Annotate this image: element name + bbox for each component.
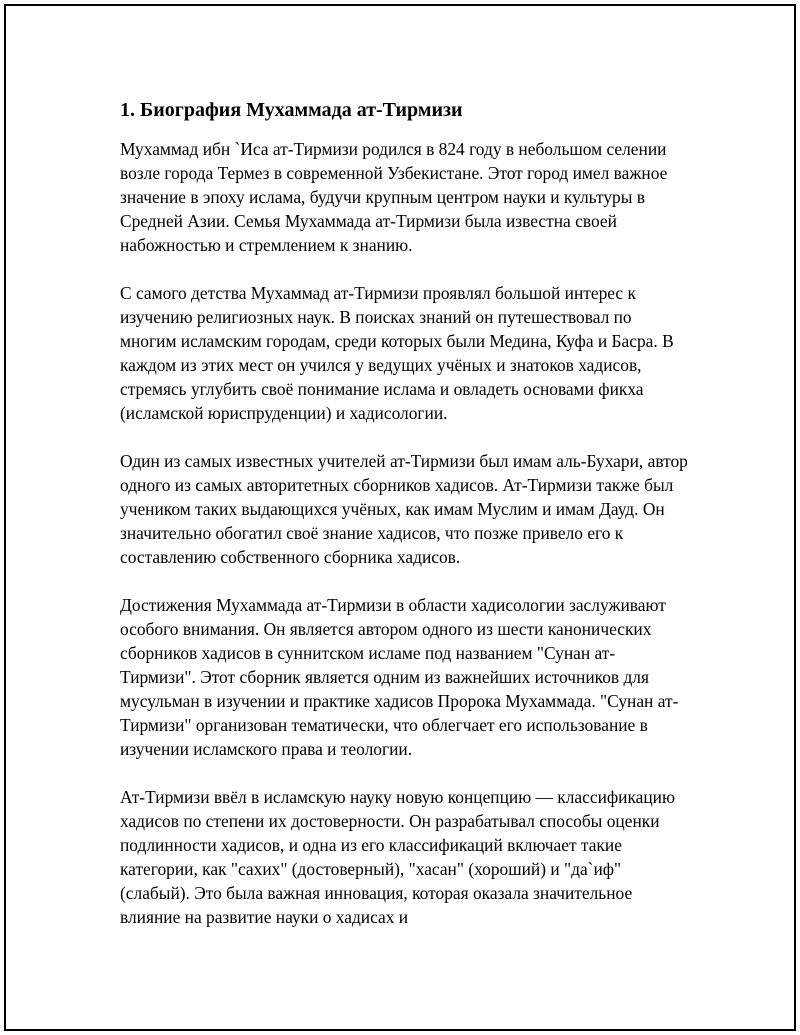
- document-title: 1. Биография Мухаммада ат-Тирмизи: [120, 99, 463, 121]
- paragraph-2: С самого детства Мухаммад ат-Тирмизи проявлял большой интерес к изучению религиозных наук. В поисках знаний он путешествовал по многим исламским городам, среди которых были Медина, Куфа и Басра. В каждом из этих мест он учился у ведущих учёных и знатоков хадисов, стремясь углубить своё понимание ислама и овладеть основами фикха (исламской юриспруденции) и хадисологии.: [120, 283, 674, 423]
- paragraph-4: Достижения Мухаммада ат-Тирмизи в области хадисологии заслуживают особого внимания. Он является автором одного из шести канонических сборников хадисов в суннитском исламе под названием "Сунан ат-Тирмизи". Этот сборник является одним из важнейших источников для мусульман в изучении и практике хадисов Пророка Мухаммада. "Сунан ат-Тирмизи" организован тематически, что облегчает его использование в изучении исламского права и теологии.: [120, 595, 679, 759]
- paragraph-5: Ат-Тирмизи ввёл в исламскую науку новую концепцию — классификацию хадисов по степени их достоверности. Он разрабатывал способы оценки подлинности хадисов, и одна из его классификаций включает такие категории, как "сахих" (достоверный), "хасан" (хороший) и "да`иф" (слабый). Это была важная инновация, которая оказала значительное влияние на развитие науки о хадисах и: [120, 787, 675, 927]
- document-body: [120, 98, 690, 953]
- page-frame: [4, 4, 796, 1031]
- paragraph-3: Один из самых известных учителей ат-Тирмизи был имам аль-Бухари, автор одного из самых авторитетных сборников хадисов. Ат-Тирмизи также был учеником таких выдающихся учёных, как имам Муслим и имам Дауд. Он значительно обогатил своё знание хадисов, что позже привело его к составлению собственного сборника хадисов.: [120, 451, 688, 567]
- paragraph-1: Мухаммад ибн `Иса ат-Тирмизи родился в 824 году в небольшом селении возле города Термез в современной Узбекистане. Этот город имел важное значение в эпоху ислама, будучи крупным центром науки и культуры в Средней Азии. Семья Мухаммада ат-Тирмизи была известна своей набожностью и стремлением к знанию.: [120, 139, 668, 255]
